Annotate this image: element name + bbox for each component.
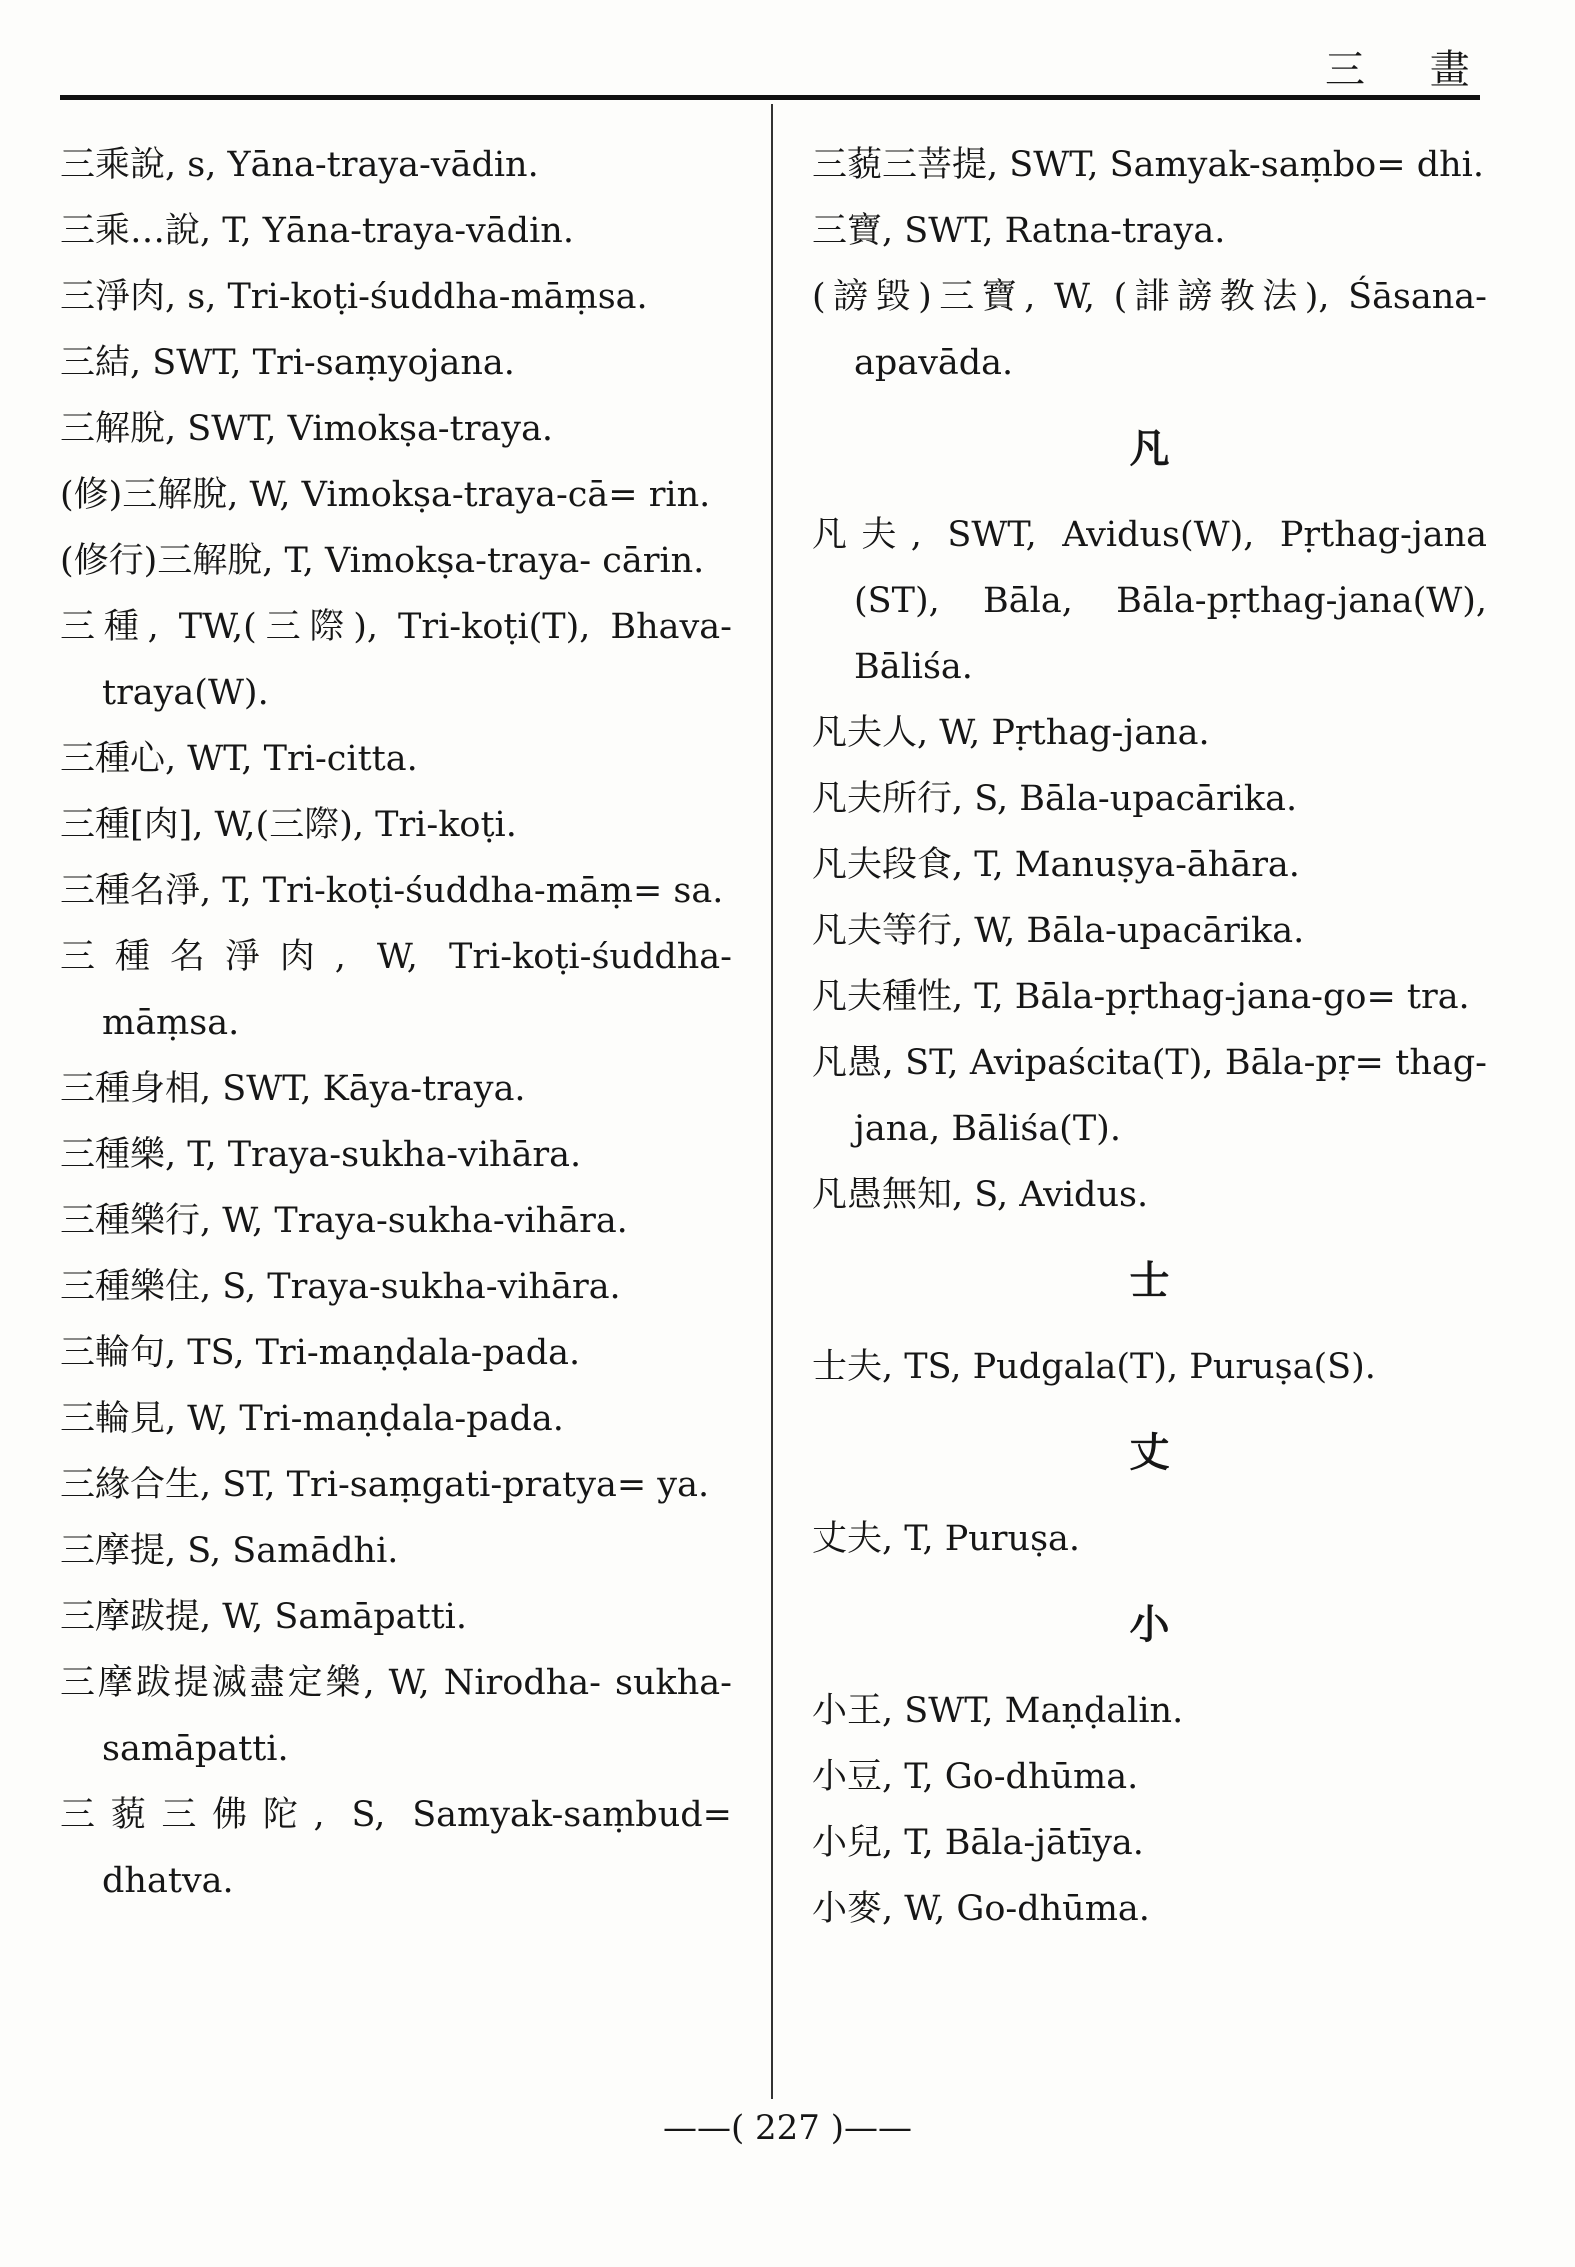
section-heading: 丈 (1129, 1429, 1170, 1476)
dictionary-entry: 三緣合生, ST, Tri-saṃgati-pratya= ya. (60, 1465, 710, 1505)
dictionary-entry: 凡夫段食, T, Manuṣya-āhāra. (812, 845, 1300, 885)
dictionary-entry: 凡夫人, W, Pṛthag-jana. (812, 713, 1210, 753)
header-rule (60, 95, 1480, 100)
section-heading: 士 (1129, 1257, 1170, 1304)
dictionary-entry: 三輪見, W, Tri-maṇḍala-pada. (60, 1399, 564, 1439)
dictionary-entry: 三種樂, T, Traya-sukha-vihāra. (60, 1135, 582, 1175)
dictionary-entry: 凡夫種性, T, Bāla-pṛthag-jana-go= tra. (812, 977, 1470, 1017)
dictionary-entry: 三乘…說, T, Yāna-traya-vādin. (60, 211, 574, 251)
dictionary-entry: 凡夫所行, S, Bāla-upacārika. (812, 779, 1298, 819)
dictionary-entry: 三種樂住, S, Traya-sukha-vihāra. (60, 1267, 621, 1307)
dictionary-entry: 三藐三佛陀, S, Samyak-saṃbud= dhatva. (60, 1795, 732, 1901)
dictionary-entry: (謗毀)三寶, W, (誹謗教法), Śāsana- apavāda. (812, 277, 1487, 383)
page-number: ——( 227 )—— (662, 2108, 913, 2148)
right-column (812, 132, 1487, 1942)
dictionary-entry: (修行)三解脫, T, Vimokṣa-traya- cārin. (60, 541, 705, 581)
dictionary-entry: 三輪句, TS, Tri-maṇḍala-pada. (60, 1333, 581, 1373)
dictionary-entry: 三淨肉, s, Tri-koṭi-śuddha-māṃsa. (60, 277, 648, 317)
dictionary-entry: 三解脫, SWT, Vimokṣa-traya. (60, 409, 554, 449)
dictionary-entry: 三結, SWT, Tri-saṃyojana. (60, 343, 515, 383)
dictionary-entry: 小兒, T, Bāla-jātīya. (812, 1823, 1144, 1863)
dictionary-entry: 小王, SWT, Maṇḍalin. (812, 1691, 1184, 1731)
dictionary-entry: (修)三解脫, W, Vimokṣa-traya-cā= rin. (60, 475, 711, 515)
dictionary-entry: 三種[肉], W,(三際), Tri-koṭi. (60, 805, 517, 845)
dictionary-entry: 士夫, TS, Pudgala(T), Puruṣa(S). (812, 1347, 1376, 1387)
dictionary-entry: 小麥, W, Go-dhūma. (812, 1889, 1150, 1929)
dictionary-entry: 三摩跋提, W, Samāpatti. (60, 1597, 467, 1637)
dictionary-entry: 凡夫等行, W, Bāla-upacārika. (812, 911, 1305, 951)
dictionary-entry: 三種心, WT, Tri-citta. (60, 739, 418, 779)
dictionary-entry: 三乘說, s, Yāna-traya-vādin. (60, 145, 539, 185)
dictionary-entry: 三摩跋提滅盡定樂, W, Nirodha- sukha-samāpatti. (60, 1663, 732, 1769)
page-header-title: 三 畫 (1325, 47, 1496, 93)
dictionary-entry: 三種名淨肉, W, Tri-koṭi-śuddha- māṃsa. (60, 937, 732, 1043)
dictionary-entry: 三種, TW,(三際), Tri-koṭi(T), Bhava- traya(W). (60, 607, 732, 713)
section-heading: 凡 (1129, 425, 1170, 472)
column-divider (771, 104, 773, 2099)
dictionary-entry: 三種名淨, T, Tri-koṭi-śuddha-māṃ= sa. (60, 871, 724, 911)
dictionary-entry: 三寶, SWT, Ratna-traya. (812, 211, 1226, 251)
dictionary-entry: 三摩提, S, Samādhi. (60, 1531, 399, 1571)
section-heading: 小 (1129, 1601, 1170, 1648)
dictionary-entry: 三藐三菩提, SWT, Samyak-saṃbo= dhi. (812, 145, 1484, 185)
dictionary-entry: 凡夫, SWT, Avidus(W), Pṛthag-jana (ST), Bāla, Bāla-pṛthag-jana(W), Bāliśa. (812, 515, 1487, 687)
dictionary-entry: 小豆, T, Go-dhūma. (812, 1757, 1139, 1797)
dictionary-entry: 凡愚無知, S, Avidus. (812, 1175, 1149, 1215)
dictionary-entry: 三種身相, SWT, Kāya-traya. (60, 1069, 526, 1109)
left-column (60, 132, 732, 1914)
dictionary-entry: 三種樂行, W, Traya-sukha-vihāra. (60, 1201, 628, 1241)
dictionary-entry: 凡愚, ST, Avipaścita(T), Bāla-pṛ= thag-jana, Bāliśa(T). (812, 1043, 1487, 1149)
dictionary-entry: 丈夫, T, Puruṣa. (812, 1519, 1081, 1559)
